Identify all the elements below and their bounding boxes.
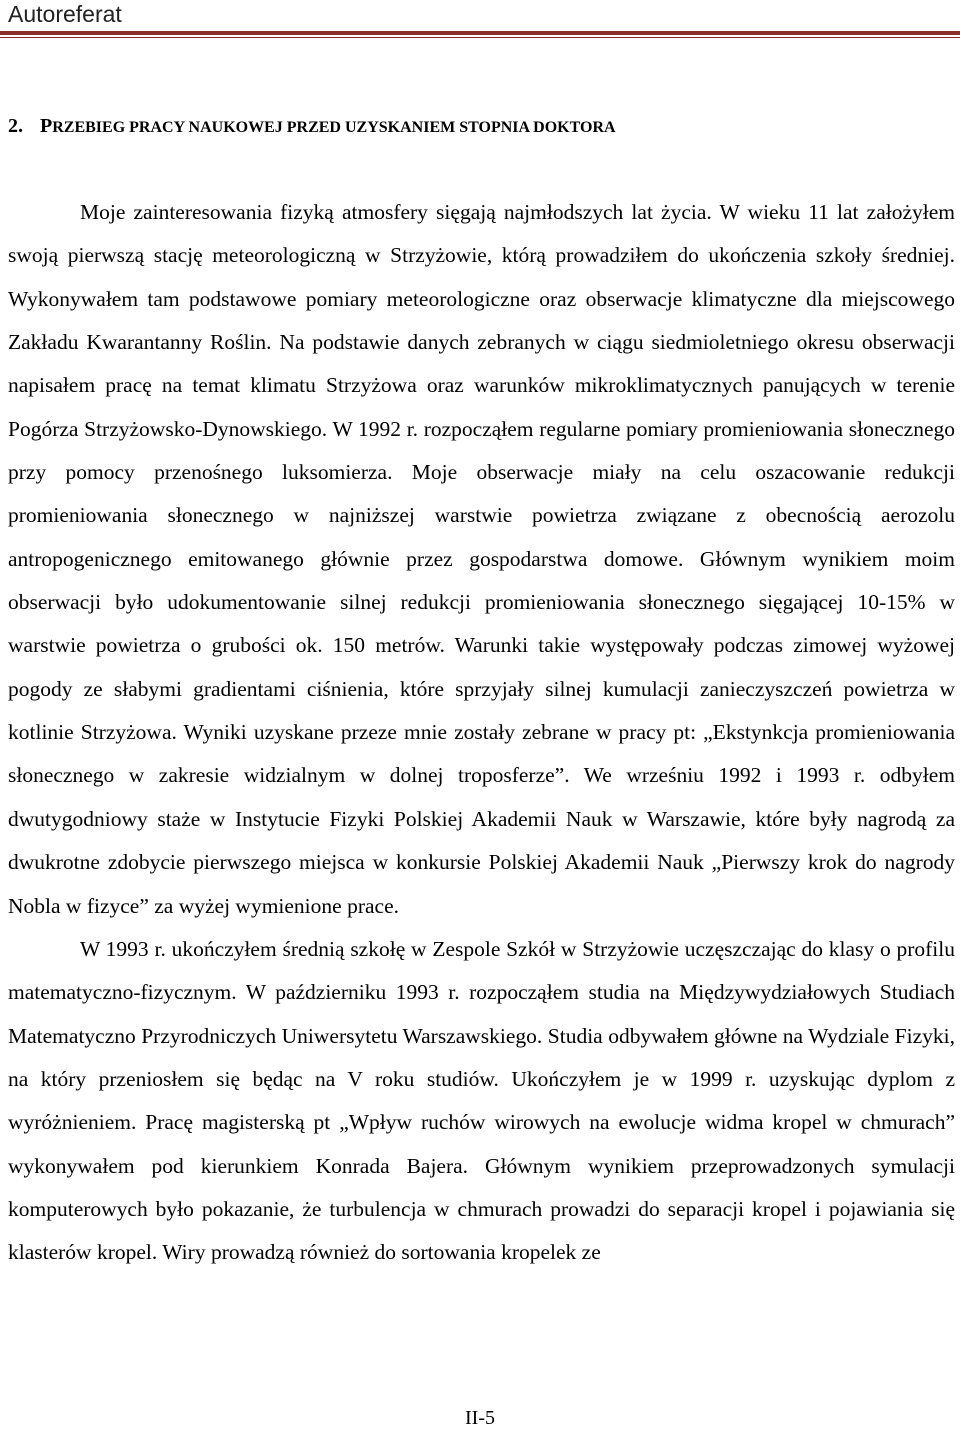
page-number: II-5: [465, 1407, 495, 1429]
section-heading-rest: RZEBIEG PRACY NAUKOWEJ PRZED UZYSKANIEM STOPNIA DOKTORA: [52, 119, 616, 136]
document-header-title: Autoreferat: [8, 1, 122, 27]
header-divider-thin: [0, 37, 960, 38]
header-divider: [0, 31, 960, 35]
body-text: [8, 191, 955, 1275]
section-number: 2.: [8, 115, 23, 137]
section-heading-initial: P: [40, 115, 53, 137]
paragraph: Moje zainteresowania fizyką atmosfery sięgają najmłodszych lat życia. W wieku 11 lat założyłem swoją pierwszą stację meteorologiczną w Strzyżowie, którą prowadziłem do ukończenia szkoły średniej. Wykonywałem tam podstawowe pomiary meteorologiczne oraz obserwacje klimatyczne dla miejscowego Zakładu Kwarantanny Roślin. Na podstawie danych zebranych w ciągu siedmioletniego okresu obserwacji napisałem pracę na temat klimatu Strzyżowa oraz warunków mikroklimatycznych panujących w terenie Pogórza Strzyżowsko-Dynowskiego. W 1992 r. rozpocząłem regularne pomiary promieniowania słonecznego przy pomocy przenośnego luksomierza. Moje obserwacje miały na celu oszacowanie redukcji promieniowania słonecznego w najniższej warstwie powietrza związane z obecnością aerozolu antropogenicznego emitowanego głównie przez gospodarstwa domowe. Głównym wynikiem moim obserwacji było udokumentowanie silnej redukcji promieniowania słonecznego sięgającej 10-15% w warstwie powietrza o grubości ok. 150 metrów. Warunki takie występowały podczas zimowej wyżowej pogody ze słabymi gradientami ciśnienia, które sprzyjały silnej kumulacji zanieczyszczeń powietrza w kotlinie Strzyżowa. Wyniki uzyskane przeze mnie zostały zebrane w pracy pt: „Ekstynkcja promieniowania słonecznego w zakresie widzialnym w dolnej troposferze”. We wrześniu 1992 i 1993 r. odbyłem dwutygodniowy staże w Instytucie Fizyki Polskiej Akademii Nauk w Warszawie, które były nagrodą za dwukrotne zdobycie pierwszego miejsca w konkursie Polskiej Akademii Nauk „Pierwszy krok do nagrody Nobla w fizyce” za wyżej wymienione prace.: [8, 200, 955, 918]
paragraph: W 1993 r. ukończyłem średnią szkołę w Zespole Szkół w Strzyżowie uczęszczając do klasy o profilu matematyczno-fizycznym. W październiku 1993 r. rozpocząłem studia na Międzywydziałowych Studiach Matematyczno Przyrodniczych Uniwersytetu Warszawskiego. Studia odbywałem główne na Wydziale Fizyki, na który przeniosłem się będąc na V roku studiów. Ukończyłem je w 1999 r. uzyskując dyplom z wyróżnieniem. Pracę magisterską pt „Wpływ ruchów wirowych na ewolucje widma kropel w chmurach” wykonywałem pod kierunkiem Konrada Bajera. Głównym wynikiem przeprowadzonych symulacji komputerowych było pokazanie, że turbulencja w chmurach prowadzi do separacji kropel i pojawiania się klasterów kropel. Wiry prowadzą również do sortowania kropelek ze: [8, 936, 955, 1265]
section-heading: [8, 112, 616, 142]
